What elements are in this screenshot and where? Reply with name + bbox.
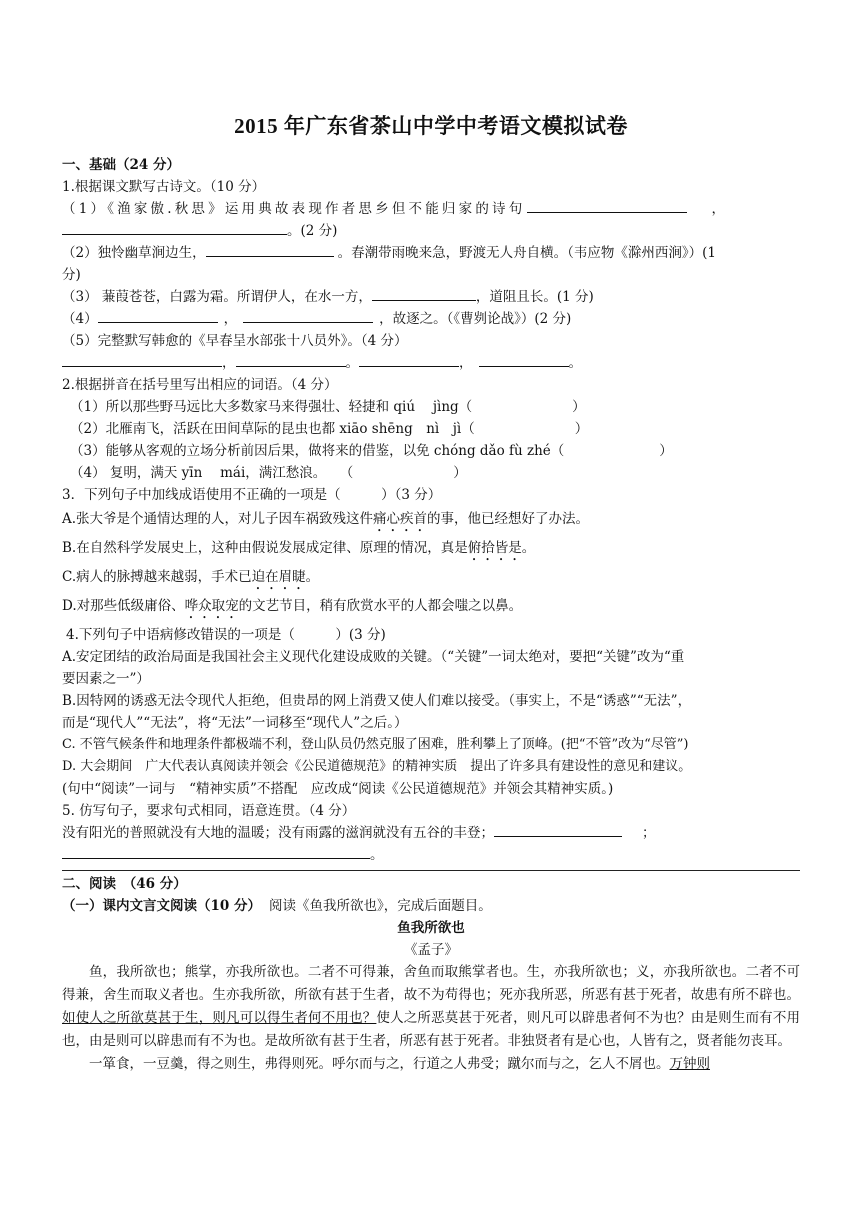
text: （3）能够从客观的立场分析前因后果，做将来的借鉴，以免 chóng dǎo fù zhé（	[70, 443, 565, 459]
answer-blank[interactable]	[236, 353, 346, 367]
question-4-option-b-cont: 而是“现代人”“无法”，将“无法”一词移至“现代人”之后。）	[62, 715, 408, 731]
question-3-stem: 3．下列句子中加线成语使用不正确的一项是（ ）（3 分）	[62, 487, 442, 503]
idiom-marked: 迫在眉睫	[251, 569, 306, 585]
answer-blank[interactable]	[62, 353, 222, 367]
text: ）	[574, 421, 589, 437]
idiom-marked: 哗众取宠	[184, 598, 239, 614]
question-1-item-1	[62, 198, 800, 220]
text: （4）	[62, 311, 98, 327]
question-2-item-4	[62, 462, 800, 484]
text: A.张大爷是个通情达理的人，对儿子因车祸致残这件	[62, 511, 374, 527]
answer-blank[interactable]	[62, 845, 370, 859]
question-1-item-5-blanks	[62, 352, 800, 374]
underlined-sentence: 如使人之所欲莫甚于生，则凡可以得生者何不用也？	[62, 1010, 377, 1026]
text: 。	[521, 540, 536, 556]
answer-blank[interactable]	[494, 823, 622, 837]
passage-paragraph-1	[62, 961, 800, 1053]
text: 一箪食，一豆羹，得之则生，弗得则死。呼尔而与之，行道之人弗受；蹴尔而与之，乞人不屑也。	[89, 1056, 670, 1072]
text: ，	[711, 201, 725, 217]
underlined-sentence: 万钟则	[669, 1056, 710, 1072]
question-5-blank-line	[62, 844, 800, 866]
question-4-option-a-cont: 要因素之一”）	[62, 671, 150, 687]
answer-blank[interactable]	[206, 243, 334, 257]
text: ，	[223, 311, 238, 327]
question-3-option-b	[62, 537, 800, 564]
section-2-heading: 二、阅读 （46 分）	[62, 876, 187, 892]
text: 的文艺节目，稍有欣赏水平的人都会嗤之以鼻。	[238, 598, 523, 614]
answer-blank[interactable]	[359, 353, 459, 367]
question-1-item-1-cont	[62, 220, 800, 242]
text: ；	[642, 825, 656, 841]
question-1-item-5: （5）完整默写韩愈的《早春呈水部张十八员外》。（4 分）	[62, 333, 408, 349]
text: ，	[459, 355, 473, 371]
text: 。春潮带雨晚来急，野渡无人舟自横。（韦应物《滁州西涧》）(1	[337, 245, 716, 261]
question-3-option-d	[62, 595, 800, 622]
text: 。	[345, 355, 359, 371]
question-3-option-c	[62, 566, 800, 593]
answer-blank[interactable]	[243, 309, 373, 323]
text: （1）所以那些野马远比大多数家马来得强壮、轻捷和 qiú jìng（	[70, 399, 473, 415]
text: （一）课内文言文阅读（10 分）	[62, 898, 261, 914]
passage-title: 鱼我所欲也	[397, 920, 465, 936]
question-1-stem: 1.根据课文默写古诗文。（10 分）	[62, 179, 266, 195]
text: 没有阳光的普照就没有大地的温暖；没有雨露的滋润就没有五谷的丰登；	[62, 825, 494, 841]
text: （3） 蒹葭苍苍，白露为霜。所谓伊人，在水一方，	[62, 289, 372, 305]
question-1-item-4	[62, 308, 800, 330]
question-4-stem: 4.下列句子中语病修改错误的一项是（ ）(3 分)	[66, 627, 386, 643]
section-1-heading: 一、基础（24 分）	[62, 157, 180, 173]
text: D.对那些低级庸俗、	[62, 598, 185, 614]
answer-blank[interactable]	[527, 199, 687, 213]
text: 的事，他已经想好了办法。	[427, 511, 590, 527]
question-2-item-3	[62, 440, 800, 462]
text: （4） 复明，满天 yīn mái，满江愁浪。 （	[70, 465, 354, 481]
text: 鱼，我所欲也；熊掌，亦我所欲也。二者不可得兼，舍鱼而取熊掌者也。生，亦我所欲也；义，亦我所欲也。二者不可得兼，舍生而取义者也。生亦我所欲，所欲有甚于生者，故不为苟得也；死亦我所恶，所恶有甚于死者，故患有所不辟也。	[62, 964, 800, 1003]
text: 。	[370, 847, 384, 863]
question-2-stem: 2.根据拼音在括号里写出相应的词语。（4 分）	[62, 377, 338, 393]
text: ）	[453, 465, 467, 481]
section-divider	[62, 870, 800, 871]
question-4-option-a: A.安定团结的政治局面是我国社会主义现代化建设成败的关键。（“关键”一词太绝对，要把“关键”改为“重	[62, 649, 685, 665]
passage-author: 《孟子》	[404, 942, 458, 958]
question-3-option-a	[62, 508, 800, 535]
text: ）	[572, 399, 586, 415]
text: 。	[568, 355, 582, 371]
idiom-marked: 俯拾皆是	[467, 540, 522, 556]
question-1-item-3	[62, 286, 800, 308]
text: ，故逐之。（《曹刿论战》）(2 分)	[379, 311, 572, 327]
question-2-item-1	[62, 396, 800, 418]
page-title: 2015 年广东省茶山中学中考语文模拟试卷	[234, 114, 628, 138]
question-4-option-c: C. 不管气候条件和地理条件都极端不利，登山队员仍然克服了困难，胜利攀上了顶峰。(把“不管”改为“尽管”)	[62, 737, 689, 752]
answer-blank[interactable]	[98, 309, 218, 323]
question-5-stem: 5. 仿写句子，要求句式相同，语意连贯。（4 分）	[62, 803, 356, 819]
question-4-option-d: D. 大会期间 广大代表认真阅读并领会《公民道德规范》的精神实质 提出了许多具有建设性的意见和建议。	[62, 759, 692, 774]
answer-blank[interactable]	[62, 221, 287, 235]
text: ，道阻且长。(1 分)	[475, 289, 594, 305]
question-5-prompt	[62, 822, 800, 844]
idiom-marked: 痛心疾首	[373, 511, 428, 527]
text: 使人之所恶莫甚于死者，则凡可以辟患者何不为也？由是则生而有不用也，由是则可以辟患而有不为也。是故所欲有甚于生者，所恶有甚于死者。非独贤者有是心也，人皆有之，贤者能勿丧耳。	[62, 1010, 800, 1049]
subsection-1-heading	[62, 895, 800, 917]
text: （1）《渔家傲.秋思》运用典故表现作者思乡但不能归家的诗句	[62, 201, 526, 217]
text: B.在自然科学发展史上，这种由假说发展成定律、原理的情况，真是	[62, 540, 468, 556]
text: （2）独怜幽草涧边生，	[62, 245, 206, 261]
question-4-option-b: B.因特网的诱惑无法令现代人拒绝，但贵昂的网上消费又使人们难以接受。（事实上，不是“诱惑”“无法”，	[62, 693, 692, 709]
passage-paragraph-2	[62, 1053, 800, 1076]
text: ，	[222, 355, 236, 371]
text: C.病人的脉搏越来越弱，手术已	[62, 569, 252, 585]
answer-blank[interactable]	[479, 353, 569, 367]
question-4-option-d-cont: (句中“阅读”一词与 “精神实质”不搭配 应改成“阅读《公民道德规范》并领会其精神实质。)	[62, 781, 614, 797]
text: 。	[305, 569, 320, 585]
answer-blank[interactable]	[372, 287, 476, 301]
question-1-item-2	[62, 242, 800, 264]
question-1-item-2-cont: 分)	[62, 267, 81, 283]
text: ）	[659, 443, 673, 459]
text: 。(2 分)	[287, 223, 338, 239]
exam-page	[62, 110, 800, 1076]
question-2-item-2	[62, 418, 800, 440]
text: （2）北雁南飞，活跃在田间草际的昆虫也都 xiāo shēng nì jì（	[70, 421, 475, 437]
text: 阅读《鱼我所欲也》，完成后面题目。	[269, 898, 492, 914]
